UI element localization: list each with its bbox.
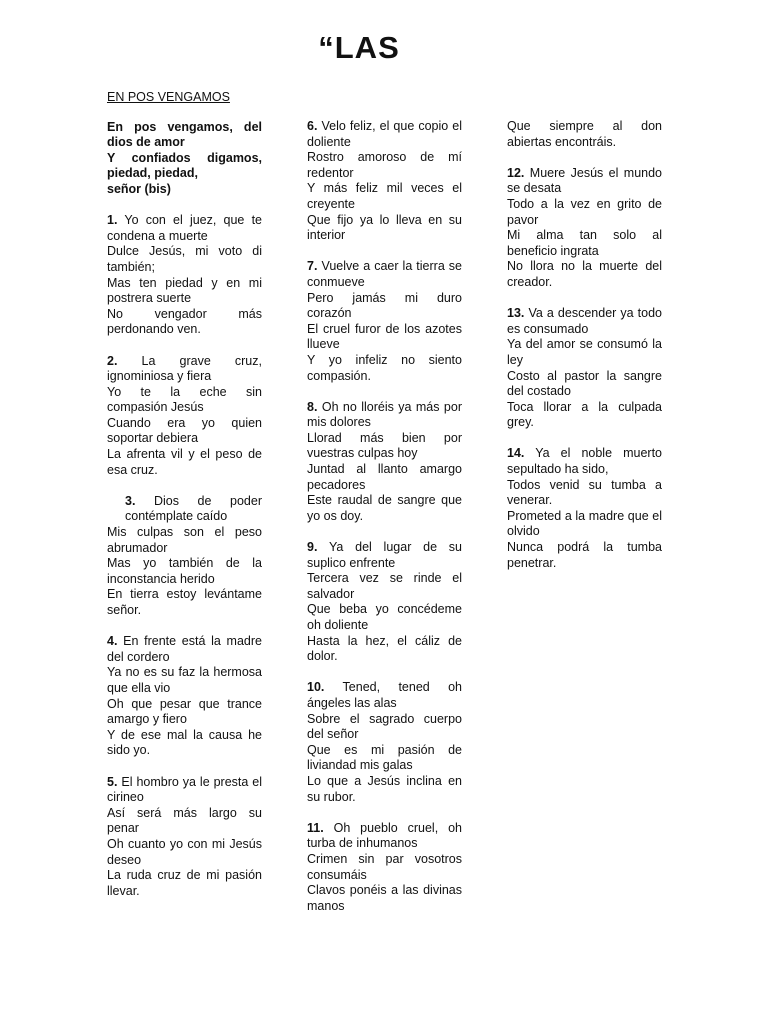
stanza-text: Va a descender ya todo es consumado xyxy=(507,306,662,336)
stanza-line xyxy=(107,244,262,275)
stanza-line xyxy=(507,400,662,431)
stanza-number: 5. xyxy=(107,774,118,789)
stanza-text: Mas ten piedad y en mi postrera suerte xyxy=(107,275,262,306)
stanza-line xyxy=(107,494,262,525)
stanza-text: Y más feliz mil veces el creyente xyxy=(307,181,462,211)
stanza-number: 14. xyxy=(507,446,525,461)
stanza-text: Dios de poder contémplate caído xyxy=(125,493,262,524)
stanza-line xyxy=(507,228,662,259)
stanza-line xyxy=(107,775,262,806)
chorus-line: En pos vengamos, del dios de amor xyxy=(107,119,262,150)
stanza-line xyxy=(507,478,662,509)
stanza-number: 8. xyxy=(307,399,318,414)
stanza-line xyxy=(107,354,262,385)
stanza xyxy=(507,166,662,291)
stanza-text: Yo con el juez, que te condena a muerte xyxy=(107,213,262,243)
stanza xyxy=(107,354,262,479)
stanza-line xyxy=(307,712,462,743)
stanza-text: Yo te la eche sin compasión Jesús xyxy=(107,384,262,415)
stanza-line xyxy=(307,400,462,431)
stanza-number: 4. xyxy=(107,634,118,649)
stanza-text: Así será más largo su penar xyxy=(107,805,262,836)
stanza xyxy=(307,400,462,525)
stanza-text: Vuelve a caer la tierra se conmueve xyxy=(307,259,462,289)
stanza xyxy=(107,634,262,759)
stanza-number: 1. xyxy=(107,213,118,228)
stanza-text: En tierra estoy levántame señor. xyxy=(107,587,262,617)
stanza-text: La ruda cruz de mi pasión llevar. xyxy=(107,868,262,898)
stanza-text: Que fijo ya lo lleva en su interior xyxy=(307,212,462,243)
stanza xyxy=(307,540,462,665)
stanza-line xyxy=(307,431,462,462)
stanza-text: Crimen sin par vosotros consumáis xyxy=(307,851,462,882)
stanza-line xyxy=(107,806,262,837)
stanza-text: Oh que pesar que trance amargo y fiero xyxy=(107,696,262,727)
stanza-text: Ya del amor se consumó la ley xyxy=(507,337,662,367)
stanza xyxy=(507,119,662,150)
stanza xyxy=(107,213,262,338)
stanza-text: Velo feliz, el que copio el doliente xyxy=(307,119,462,149)
stanza-text: La afrenta vil y el peso de esa cruz. xyxy=(107,447,262,477)
stanza-text: Mas yo también de la inconstancia herido xyxy=(107,556,262,586)
stanza-line xyxy=(507,119,662,150)
stanza-number: 11. xyxy=(307,820,324,835)
stanza-line xyxy=(307,602,462,633)
stanza-line xyxy=(307,571,462,602)
stanza-line xyxy=(507,197,662,228)
stanza-text: No vengador más perdonando ven. xyxy=(107,306,262,337)
stanza-line xyxy=(107,416,262,447)
stanza-text: Muere Jesús el mundo se desata xyxy=(507,165,663,196)
stanza-line xyxy=(307,181,462,212)
stanza-line xyxy=(307,150,462,181)
stanza-line xyxy=(307,821,462,852)
stanza-number: 2. xyxy=(107,353,118,368)
stanza-line xyxy=(307,743,462,774)
stanza-text: Todo a la vez en grito de pavor xyxy=(507,196,662,227)
stanza-text: Que siempre al don abiertas encontráis. xyxy=(507,119,662,149)
stanza-line xyxy=(107,213,262,244)
stanza xyxy=(107,775,262,900)
stanza-line xyxy=(307,462,462,493)
stanza-line xyxy=(307,213,462,244)
stanza xyxy=(107,494,262,619)
stanza-number: 3. xyxy=(125,493,136,508)
stanza-text: Ya no es su faz la hermosa que ella vio xyxy=(107,665,262,695)
stanza-text: Juntad al llanto amargo pecadores xyxy=(307,462,462,492)
stanza xyxy=(307,259,462,384)
stanza-number: 9. xyxy=(307,540,318,555)
stanza-line xyxy=(507,509,662,540)
stanza-line xyxy=(107,868,262,899)
stanza-line xyxy=(307,353,462,384)
stanza-number: 10. xyxy=(307,680,325,695)
stanza-text: Rostro amoroso de mí redentor xyxy=(307,150,462,180)
stanza-line xyxy=(507,369,662,400)
stanza-text: Este raudal de sangre que yo os doy. xyxy=(307,493,462,523)
stanza-text: Tened, tened oh ángeles las alas xyxy=(307,680,462,710)
stanza-text: Prometed a la madre que el olvido xyxy=(507,508,662,539)
stanza-line xyxy=(307,680,462,711)
stanza-line xyxy=(107,728,262,759)
chorus-line: Y confiados digamos, piedad, piedad, xyxy=(107,150,262,181)
stanza-text: Mi alma tan solo al beneficio ingrata xyxy=(507,228,662,258)
stanza-text: Costo al pastor la sangre del costado xyxy=(507,368,662,399)
section-heading: EN POS VENGAMOS xyxy=(107,90,230,104)
stanza-line xyxy=(307,119,462,150)
stanza-text: Pero jamás mi duro corazón xyxy=(307,290,462,321)
stanza-number: 7. xyxy=(307,259,318,274)
stanza-text: Lo que a Jesús inclina en su rubor. xyxy=(307,773,462,804)
stanza-number: 13. xyxy=(507,306,525,321)
stanza-line xyxy=(307,852,462,883)
stanza-text: Tercera vez se rinde el salvador xyxy=(307,571,462,601)
stanza-text: Que beba yo concédeme oh doliente xyxy=(307,602,462,632)
stanza-number: 12. xyxy=(507,165,525,180)
stanza-line xyxy=(307,493,462,524)
stanza-text: La grave cruz, ignominiosa y fiera xyxy=(107,353,262,384)
stanza-text: Mis culpas son el peso abrumador xyxy=(107,525,262,555)
stanza-line xyxy=(307,540,462,571)
stanza-text: Ya del lugar de su suplico enfrente xyxy=(307,540,462,570)
stanza-line xyxy=(107,276,262,307)
stanza-text: Cuando era yo quien soportar debiera xyxy=(107,415,262,446)
stanza-line xyxy=(307,259,462,290)
stanza-text: Todos venid su tumba a venerar. xyxy=(507,477,662,508)
column-1 xyxy=(107,90,262,915)
stanza-line xyxy=(507,446,662,477)
stanza-line xyxy=(507,259,662,290)
stanza-text: Llorad más bien por vuestras culpas hoy xyxy=(307,430,462,461)
stanza-line xyxy=(307,634,462,665)
stanza-line xyxy=(107,385,262,416)
stanza-text: El cruel furor de los azotes llueve xyxy=(307,321,462,352)
stanza xyxy=(507,306,662,431)
stanza-text: Oh cuanto yo con mi Jesús deseo xyxy=(107,836,262,867)
stanza-text: Y de ese mal la causa he sido yo. xyxy=(107,727,262,758)
stanza-line xyxy=(507,540,662,571)
stanza xyxy=(307,821,462,915)
stanza-line xyxy=(107,525,262,556)
column-2 xyxy=(307,119,462,930)
stanza-line xyxy=(107,837,262,868)
stanza-line xyxy=(107,634,262,665)
stanza-text: Hasta la hez, el cáliz de dolor. xyxy=(307,633,462,664)
stanza-line xyxy=(307,774,462,805)
column-3 xyxy=(507,119,662,587)
stanza-text: No llora no la muerte del creador. xyxy=(507,259,662,289)
stanza-line xyxy=(107,665,262,696)
stanza-text: Clavos ponéis a las divinas manos xyxy=(307,883,462,913)
stanza-line xyxy=(107,587,262,618)
stanza-line xyxy=(107,697,262,728)
stanza xyxy=(307,680,462,805)
stanza-line xyxy=(507,166,662,197)
stanza xyxy=(307,119,462,244)
stanza-line xyxy=(307,322,462,353)
stanza-line xyxy=(307,883,462,914)
stanza-text: Y yo infeliz no siento compasión. xyxy=(307,352,462,383)
stanza-text: Que es mi pasión de liviandad mis galas xyxy=(307,742,462,773)
stanza-text: Ya el noble muerto sepultado ha sido, xyxy=(507,446,663,477)
stanza-text: Sobre el sagrado cuerpo del señor xyxy=(307,711,462,742)
stanza-text: En frente está la madre del cordero xyxy=(107,634,262,664)
stanza xyxy=(507,446,662,571)
stanza-text: Nunca podrá la tumba penetrar. xyxy=(507,540,662,570)
stanza-text: Oh no lloréis ya más por mis dolores xyxy=(307,399,462,430)
stanza-line xyxy=(507,306,662,337)
chorus xyxy=(107,120,262,198)
stanza-text: Dulce Jesús, mi voto di también; xyxy=(107,244,262,274)
stanza-line xyxy=(107,556,262,587)
stanza-line xyxy=(507,337,662,368)
stanza-text: Toca llorar a la culpada grey. xyxy=(507,399,662,430)
stanza-text: El hombro ya le presta el cirineo xyxy=(107,774,262,805)
chorus-line: señor (bis) xyxy=(107,181,171,196)
stanza-line xyxy=(107,307,262,338)
document-title: “LAS xyxy=(318,30,400,65)
stanza-line xyxy=(307,291,462,322)
stanza-number: 6. xyxy=(307,119,318,133)
stanza-line xyxy=(107,447,262,478)
stanza-text: Oh pueblo cruel, oh turba de inhumanos xyxy=(307,820,462,851)
